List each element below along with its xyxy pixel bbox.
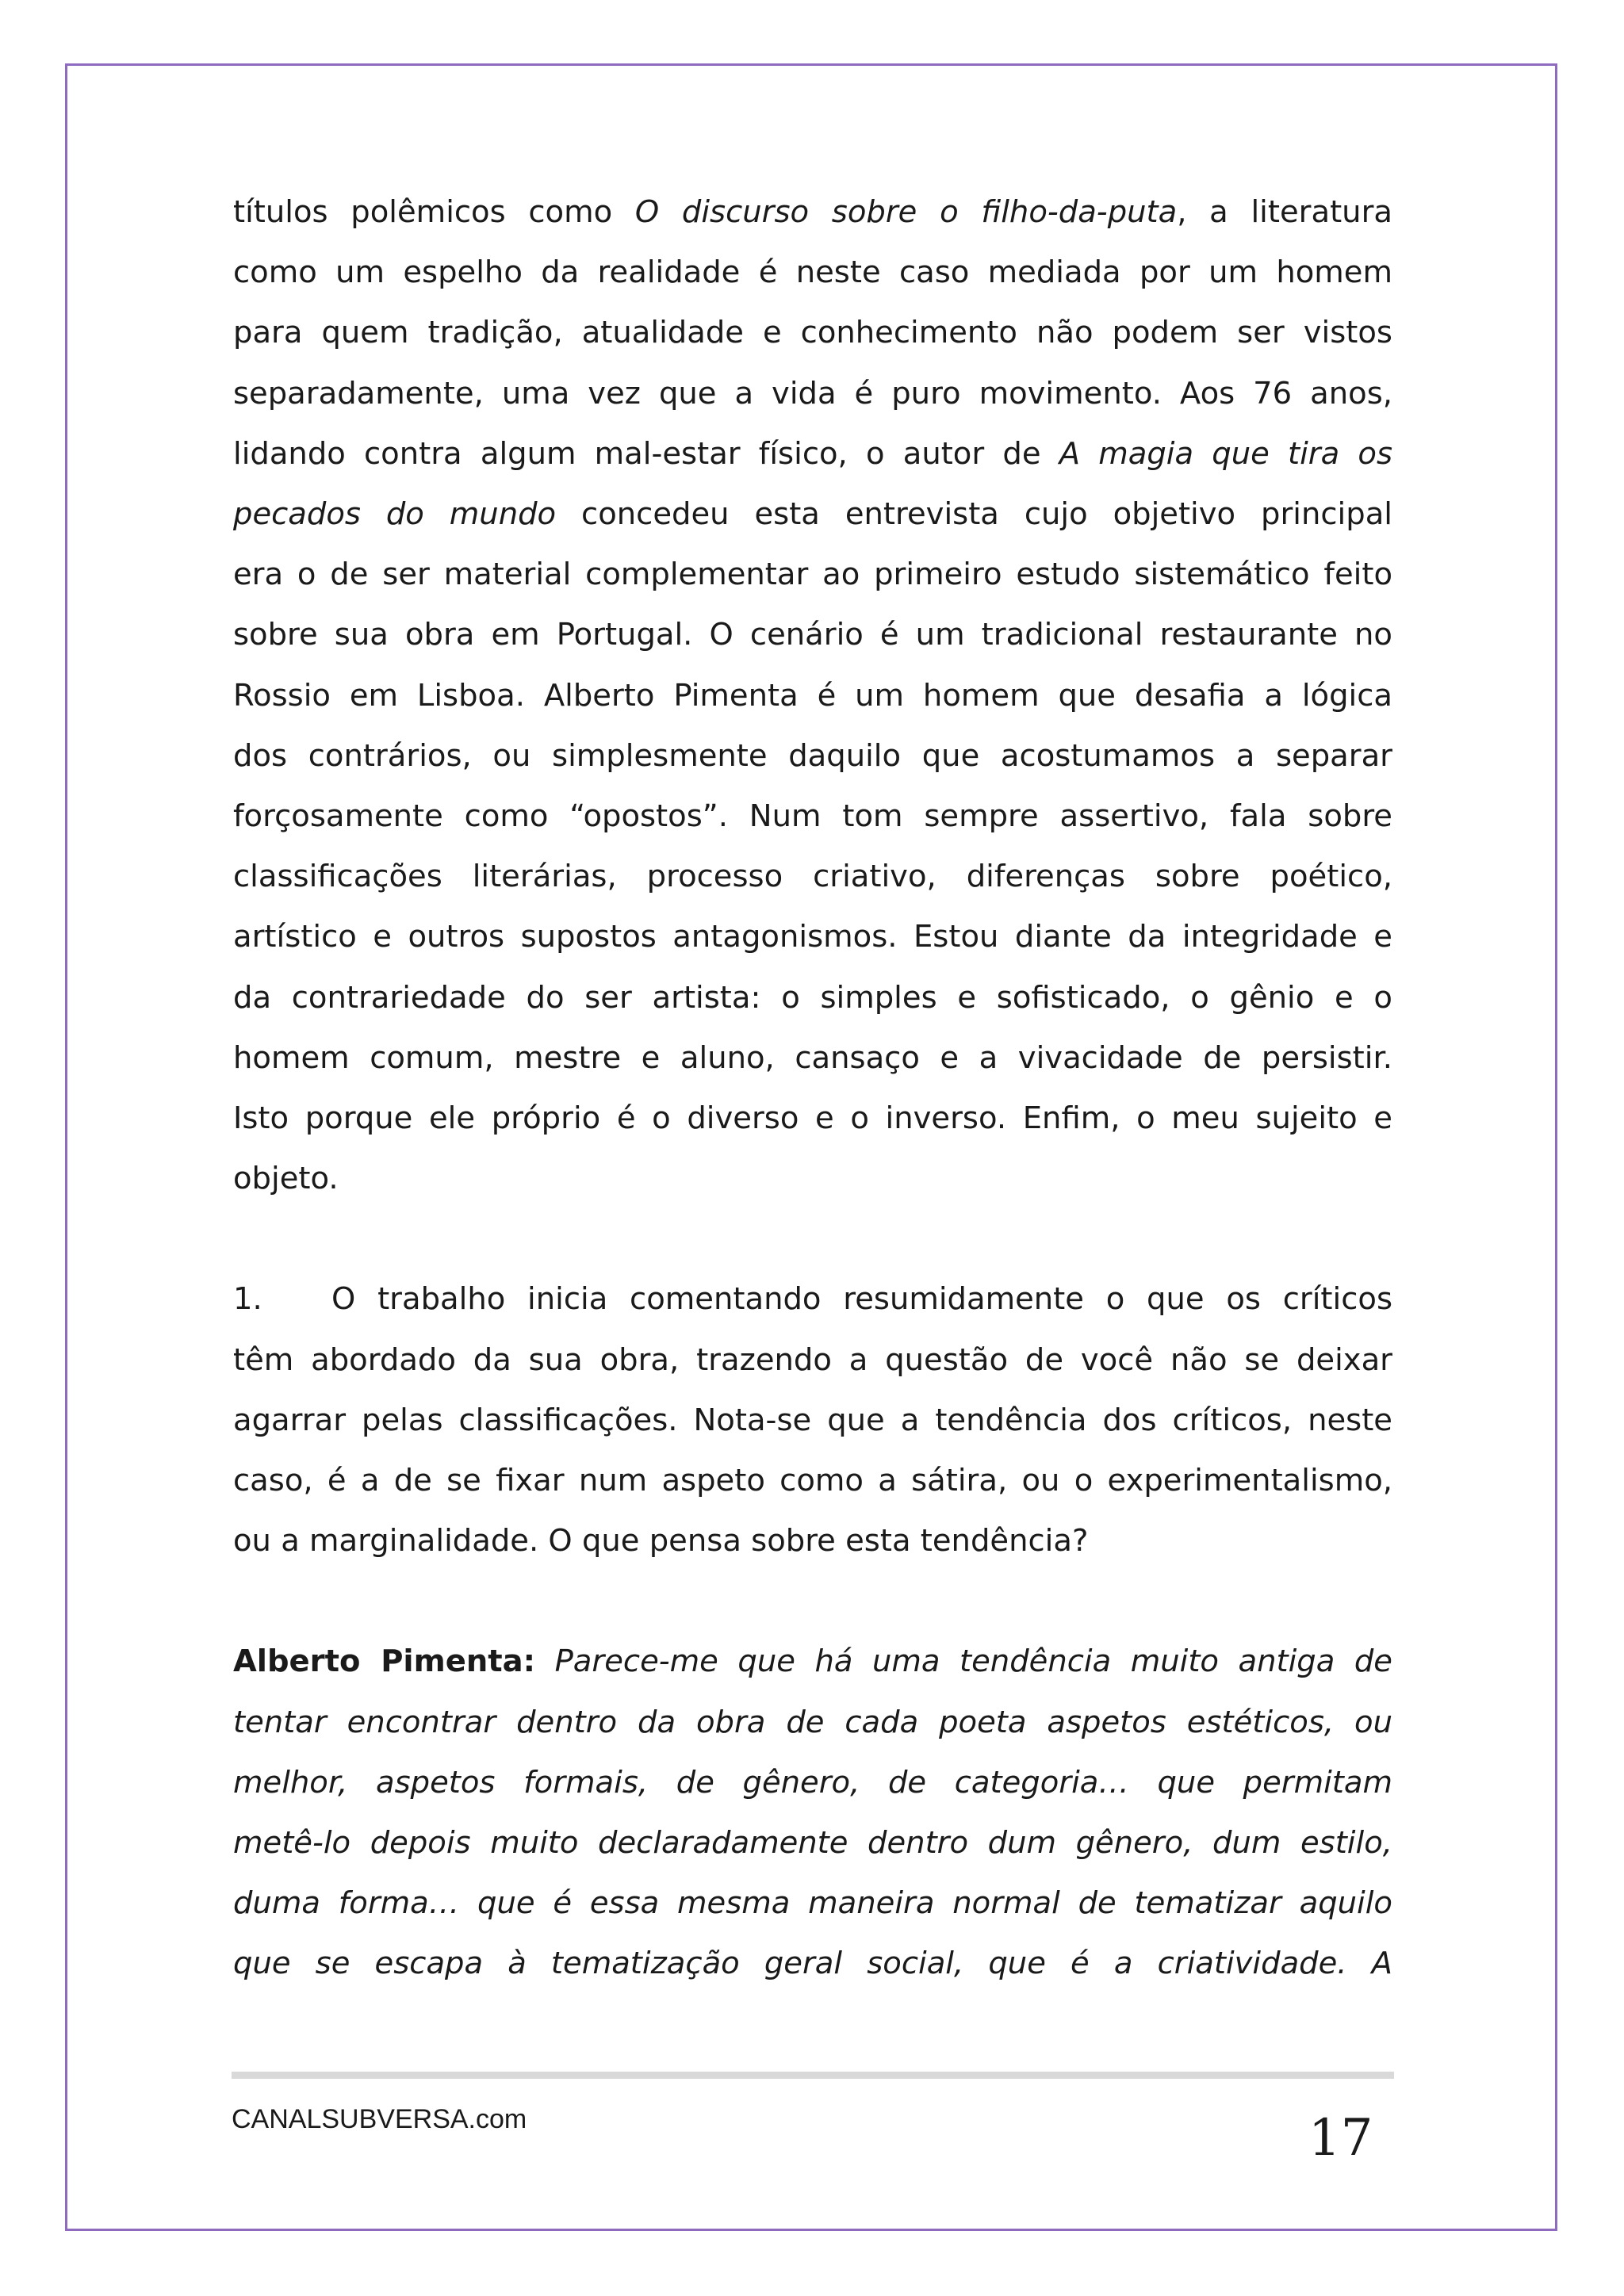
page-number: 17 [1308,2109,1373,2168]
footer-divider [232,2072,1394,2079]
book-title: O discurso sobre o filho-da-puta [634,194,1178,230]
document-body [233,182,1392,1995]
paragraph-line: da contrariedade do ser artista: o simples e sofisticado, o gênio e o [233,979,1392,1016]
text-run: , a literatura [1177,194,1392,230]
paragraph-line: sobre sua obra em Portugal. O cenário é um tradicional restaurante no [233,617,1392,653]
paragraph-line: forçosamente como “opostos”. Num tom sempre assertivo, fala sobre [233,798,1392,835]
text-run: Parece-me que há uma tendência muito antiga de [554,1644,1392,1680]
paragraph-line: caso, é a de se fixar num aspeto como a sátira, ou o experimentalismo, [233,1463,1392,1499]
speaker-name: Alberto Pimenta: [233,1644,536,1680]
paragraph-line: Isto porque ele próprio é o diverso e o inverso. Enfim, o meu sujeito e [233,1100,1392,1137]
text-run: O trabalho inicia comentando resumidamente o que os críticos [331,1281,1392,1318]
paragraph-line: era o de ser material complementar ao primeiro estudo sistemático feito [233,557,1392,593]
paragraph-line [233,182,1392,243]
paragraph-line: artístico e outros supostos antagonismos. Estou diante da integridade e [233,919,1392,955]
interview-answer [233,1632,1392,1994]
paragraph-line: dos contrários, ou simplesmente daquilo que acostumamos a separar [233,737,1392,774]
paragraph-line [233,424,1392,484]
interview-question [233,1269,1392,1571]
paragraph-spacer [233,1209,1392,1269]
book-title: pecados do mundo [233,496,557,533]
paragraph-line: duma forma… que é essa mesma maneira normal de tematizar aquilo [233,1885,1392,1922]
paragraph-line: têm abordado da sua obra, trazendo a questão de você não se deixar [233,1341,1392,1378]
paragraph-line: ou a marginalidade. O que pensa sobre esta tendência? [233,1523,1089,1559]
paragraph-line: homem comum, mestre e aluno, cansaço e a vivacidade de persistir. [233,1039,1392,1076]
paragraph-line: classificações literárias, processo criativo, diferenças sobre poético, [233,859,1392,895]
paragraph-line: separadamente, uma vez que a vida é puro movimento. Aos 76 anos, [233,375,1392,411]
paragraph-line: tentar encontrar dentro da obra de cada poeta aspetos estéticos, ou [233,1704,1392,1740]
paragraph-line [233,484,1392,545]
paragraph-line: metê-lo depois muito declaradamente dentro dum gênero, dum estilo, [233,1825,1392,1862]
paragraph-line: Rossio em Lisboa. Alberto Pimenta é um homem que desafia a lógica [233,677,1392,714]
text-run: concedeu esta entrevista cujo objetivo principal [556,496,1392,533]
paragraph-spacer [233,1571,1392,1632]
question-number: 1. [233,1281,262,1318]
paragraph-line: que se escapa à tematização geral social, que é a criatividade. A [233,1946,1392,1982]
paragraph-line: melhor, aspetos formais, de gênero, de categoria… que permitam [233,1764,1392,1800]
text-run: títulos polêmicos como [233,194,635,230]
paragraph-line [233,1269,1392,1330]
footer-site-name: CANALSUBVERSA.com [232,2104,527,2134]
paragraph-line: como um espelho da realidade é neste caso mediada por um homem [233,254,1392,291]
paragraph-line [233,1632,1392,1692]
paragraph-line: objeto. [233,1161,339,1197]
paragraph-line: para quem tradição, atualidade e conhecimento não podem ser vistos [233,315,1392,351]
paragraph-line: agarrar pelas classificações. Nota-se que a tendência dos críticos, neste [233,1402,1392,1438]
book-title: A magia que tira os [1059,435,1393,472]
text-run: lidando contra algum mal-estar físico, o autor de [233,435,1059,472]
intro-paragraph [233,182,1392,1209]
